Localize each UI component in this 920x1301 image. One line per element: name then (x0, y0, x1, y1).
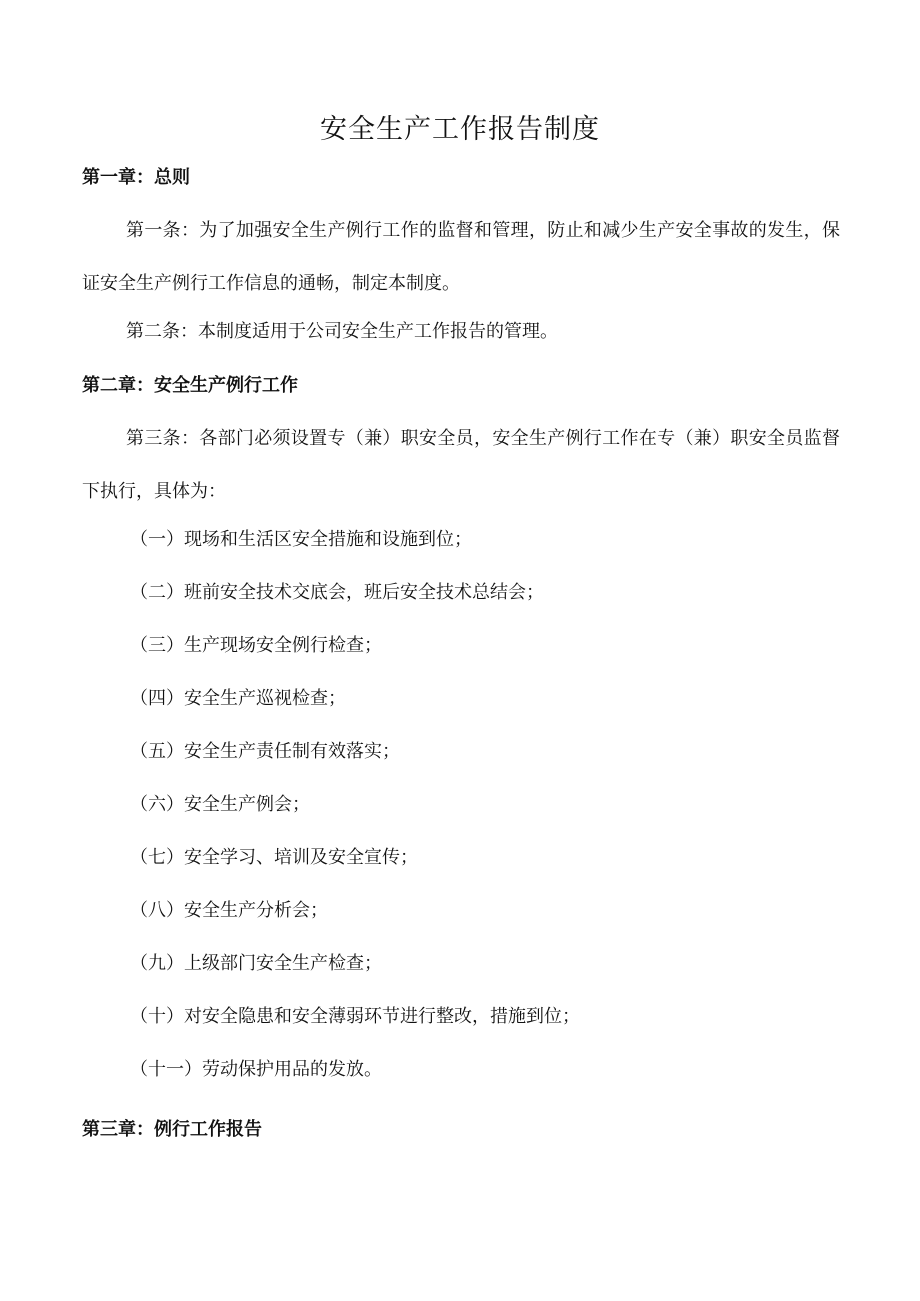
article-1: 第一条：为了加强安全生产例行工作的监督和管理，防止和减少生产安全事故的发生，保证安全生产例行工作信息的通畅，制定本制度。 (82, 220, 840, 294)
list-item: （十一）劳动保护用品的发放。 (130, 1059, 382, 1080)
list-item: （一）现场和生活区安全措施和设施到位； (130, 529, 472, 550)
list-item: （八）安全生产分析会； (130, 900, 328, 921)
list-item: （十）对安全隐患和安全薄弱环节进行整改，措施到位； (130, 1006, 580, 1027)
chapter-3-heading: 第三章：例行工作报告 (82, 1119, 262, 1140)
list-item: （七）安全学习、培训及安全宣传； (130, 847, 418, 868)
list-item: （二）班前安全技术交底会，班后安全技术总结会； (130, 582, 544, 603)
list-item: （三）生产现场安全例行检查； (130, 635, 382, 656)
list-item: （九）上级部门安全生产检查； (130, 953, 382, 974)
article-2: 第二条：本制度适用于公司安全生产工作报告的管理。 (126, 321, 558, 342)
list-item: （五）安全生产责任制有效落实； (130, 741, 400, 762)
article-3: 第三条：各部门必须设置专（兼）职安全员，安全生产例行工作在专（兼）职安全员监督下执行，具体为： (82, 428, 840, 502)
chapter-1-heading: 第一章：总则 (82, 167, 190, 188)
list-item: （六）安全生产例会； (130, 794, 310, 815)
list-item: （四）安全生产巡视检查； (130, 688, 346, 709)
document-title: 安全生产工作报告制度 (320, 114, 600, 145)
chapter-2-heading: 第二章：安全生产例行工作 (82, 375, 298, 396)
